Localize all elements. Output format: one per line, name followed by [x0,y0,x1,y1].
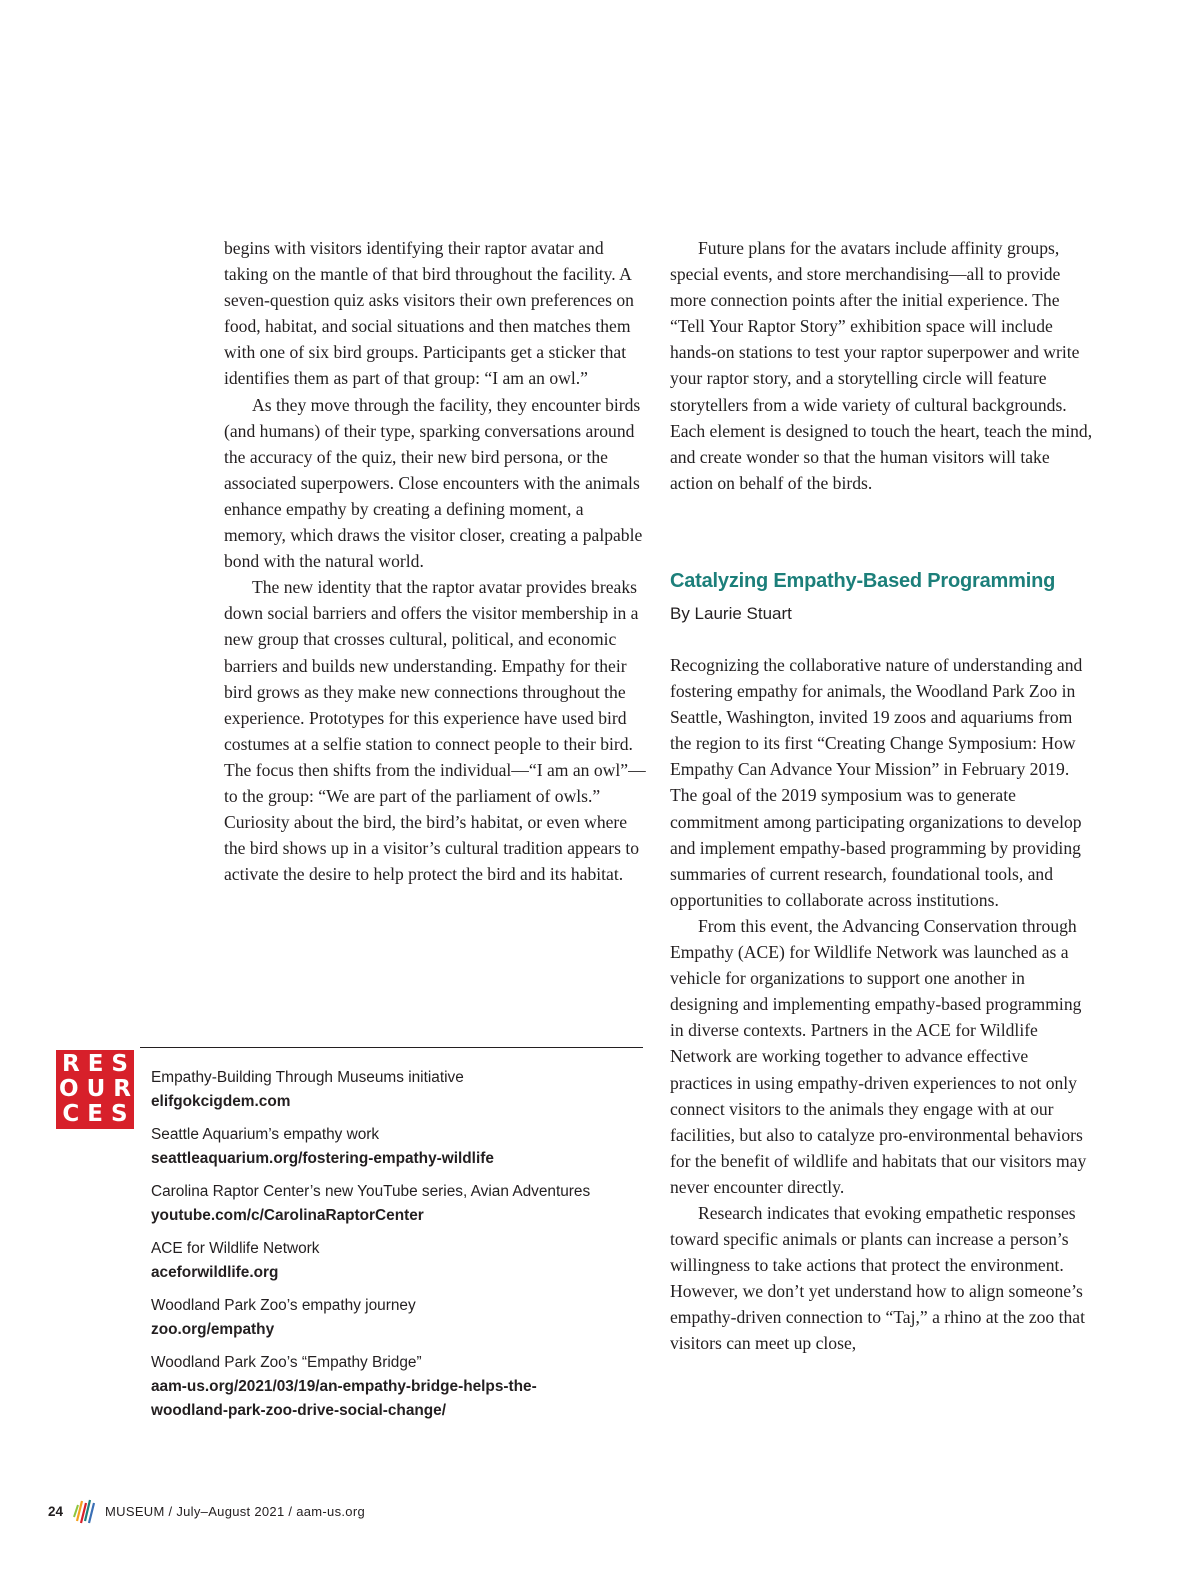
resource-label: Woodland Park Zoo’s “Empathy Bridge” [151,1354,422,1371]
article-byline: By Laurie Stuart [670,604,792,623]
resource-label: Carolina Raptor Center’s new YouTube series, Avian Adventures [151,1183,591,1200]
resource-item [151,1351,651,1423]
body-paragraph: As they move through the facility, they encounter birds (and humans) of their type, sparking conversations around the accuracy of the quiz, their new bird persona, or the associated superpowers. Close encounters with the animals enhance empathy by creating a defining moment, a memory, which draws the visitor closer, creating a palpable bond with the natural world. [224,394,643,572]
resource-link[interactable]: aceforwildlife.org [151,1264,279,1281]
resource-link[interactable]: youtube.com/c/CarolinaRaptorCenter [151,1207,424,1224]
resource-link[interactable]: aam-us.org/2021/03/19/an-empathy-bridge-helps-the-woodland-park-zoo-drive-social-change/ [151,1378,537,1419]
resources-divider [140,1047,643,1048]
resource-item [151,1294,651,1342]
resource-item [151,1066,651,1114]
body-paragraph: The new identity that the raptor avatar provides breaks down social barriers and offers the visitor membership in a new group that crosses cultural, political, and economic barriers and builds new understanding. Empathy for their bird grows as they make new connections throughout the experience. Prototypes for this experience have used bird costumes at a selfie station to connect people to their bird. The focus then shifts from the individual—“I am an owl”—to the group: “We are part of the parliament of owls.” Curiosity about the bird, the bird’s habitat, or even where the bird shows up in a visitor’s cultural tradition appears to activate the desire to help protect the bird and its habitat. [224,577,646,885]
left-column [224,235,649,887]
body-paragraph: From this event, the Advancing Conservation through Empathy (ACE) for Wildlife Network was launched as a vehicle for organizations to support one another in designing and implementing empathy-based programming in diverse contexts. Partners in the ACE for Wildlife Network are working together to advance effective practices in using empathy-driven experiences to not only connect visitors to the animals they engage with at our facilities, but also to catalyze pro-environmental behaviors for the benefit of wildlife and habitats that our visitors may never encounter directly. [670,915,1087,1197]
aam-stripes-logo-icon [73,1497,97,1525]
resources-badge-row: OUR [59,1076,139,1102]
resource-item [151,1237,651,1285]
page-footer [48,1497,365,1525]
article-heading: Catalyzing Empathy-Based Programming [670,570,1056,592]
footer-publication-text: MUSEUM / July–August 2021 / aam-us.org [105,1503,365,1519]
page-number: 24 [48,1503,64,1519]
resources-badge [56,1050,139,1129]
resource-link[interactable]: zoo.org/empathy [151,1321,275,1338]
resource-link[interactable]: elifgokcigdem.com [151,1093,291,1110]
body-paragraph: begins with visitors identifying their raptor avatar and taking on the mantle of that bird throughout the facility. A seven-question quiz asks visitors their own preferences on food, habitat, and social situations and then matches them with one of six bird groups. Participants get a sticker that identifies them as part of that group: “I am an owl.” [224,238,634,389]
resources-badge-row: RES [62,1051,136,1077]
body-paragraph: Research indicates that evoking empathetic responses toward specific animals or plants can increase a person’s willingness to take actions that protect the environment. However, we don’t yet understand how to align someone’s empathy-driven connection to “Taj,” a rhino at the zoo that visitors can meet up close, [670,1202,1085,1354]
right-column-top [670,235,1095,496]
article-body [670,652,1095,1357]
resource-label: Seattle Aquarium’s empathy work [151,1126,380,1143]
resource-link[interactable]: seattleaquarium.org/fostering-empathy-wildlife [151,1150,494,1167]
body-paragraph: Recognizing the collaborative nature of understanding and fostering empathy for animals, the Woodland Park Zoo in Seattle, Washington, invited 19 zoos and aquariums from the region to its first “Creating Change Symposium: How Empathy Can Advance Your Mission” in February 2019. The goal of the 2019 symposium was to generate commitment among participating organizations to develop and implement empathy-based programming by providing summaries of current research, foundational tools, and opportunities to collaborate across institutions. [670,655,1083,910]
resource-item [151,1180,651,1228]
body-paragraph: Future plans for the avatars include affinity groups, special events, and store merchandising—all to provide more connection points after the initial experience. The “Tell Your Raptor Story” exhibition space will include hands-on stations to test your raptor superpower and write your raptor story, and a storytelling circle will feature storytellers from a wide variety of cultural backgrounds. Each element is designed to touch the heart, teach the mind, and create wonder so that the human visitors will take action on behalf of the birds. [670,238,1093,493]
resource-label: Empathy-Building Through Museums initiative [151,1069,464,1086]
resources-list [151,1066,651,1432]
resource-label: ACE for Wildlife Network [151,1240,320,1257]
resources-badge-row: CES [62,1101,136,1127]
resource-label: Woodland Park Zoo’s empathy journey [151,1297,416,1314]
resource-item [151,1123,651,1171]
